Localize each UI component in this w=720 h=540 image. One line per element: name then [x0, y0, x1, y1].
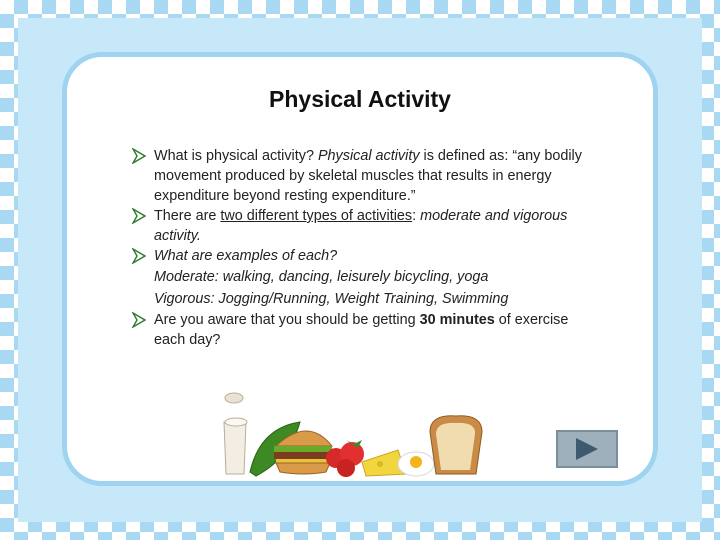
bullet-definition [132, 146, 602, 206]
next-slide-button[interactable] [556, 430, 618, 468]
bullet-list [132, 146, 602, 350]
types-colon: : [412, 208, 421, 224]
example-moderate: Moderate: walking, dancing, leisurely bicycling, yoga [154, 269, 489, 285]
types-pre-text: There are [154, 208, 221, 224]
examples-question: What are examples of each? [154, 248, 338, 264]
arrow-bullet-icon [132, 148, 146, 164]
bullet-examples [132, 246, 602, 266]
question-text: What is physical activity? [154, 148, 318, 164]
types-italic-text: moderate and vigorous activity. [154, 208, 568, 244]
example-vigorous: Vigorous: Jogging/Running, Weight Training, Swimming [154, 291, 509, 307]
food-group-illustration [220, 388, 490, 480]
slide-title: Physical Activity [269, 86, 451, 112]
arrow-bullet-icon [132, 208, 146, 224]
arrow-bullet-icon [132, 248, 146, 264]
minutes-pre-text: Are you aware that you should be getting [154, 312, 420, 328]
arrow-bullet-icon [132, 312, 146, 328]
term-text: Physical activity [317, 148, 420, 164]
play-next-icon [573, 436, 601, 462]
definition-text: is defined as: “any bodily movement produced by skeletal muscles that results in energy expenditure beyond resting expenditure.” [154, 148, 582, 204]
bullet-minutes [132, 310, 602, 350]
minutes-post-text: of exercise each day? [154, 312, 569, 348]
bullet-types [132, 206, 602, 246]
types-underlined-text: two different types of activities [220, 208, 413, 224]
minutes-bold-text: 30 minutes [419, 312, 495, 328]
